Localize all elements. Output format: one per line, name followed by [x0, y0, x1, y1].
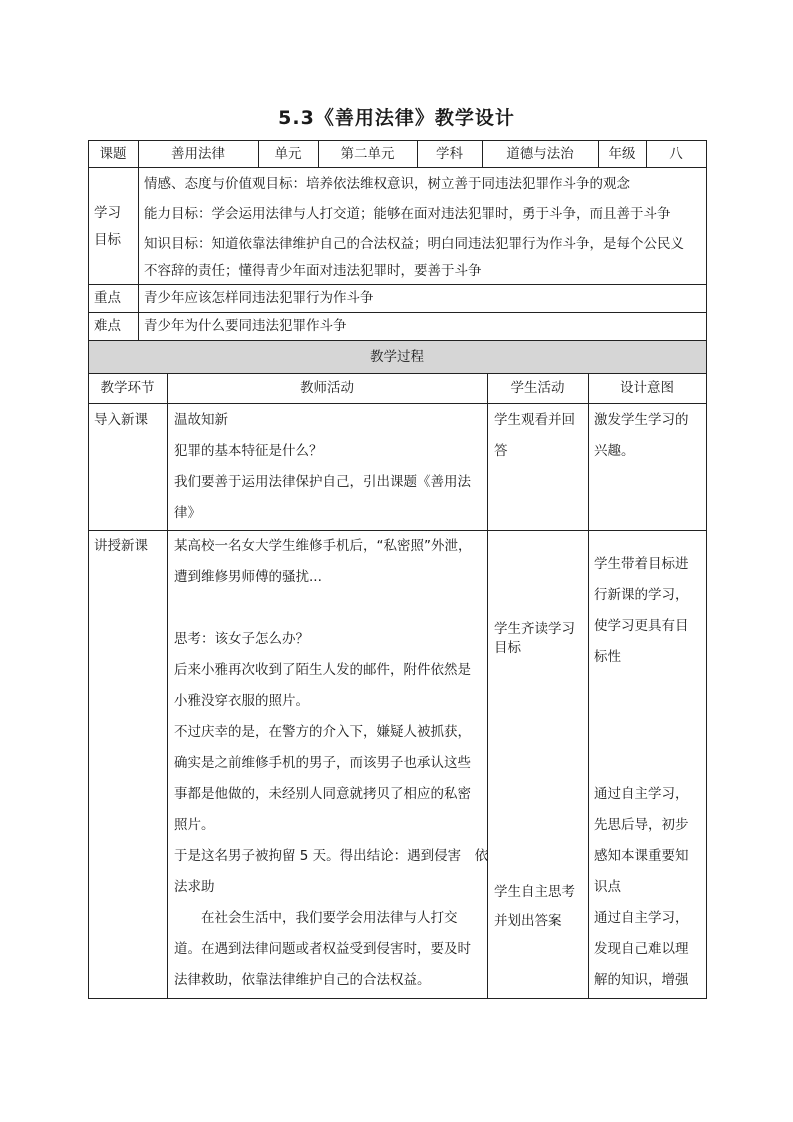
rule-right	[706, 140, 707, 999]
intro-teacher-line: 律》	[174, 505, 201, 521]
rule-proc-v3	[588, 373, 589, 999]
lesson-teacher-line: 道。在遇到法律问题或者权益受到侵害时，要及时	[174, 941, 471, 957]
lesson-intent-line: 发现自己难以理	[594, 941, 689, 957]
topic-label: 课题	[99, 145, 127, 162]
intro-teacher-line: 我们要善于运用法律保护自己，引出课题《善用法	[174, 474, 471, 490]
lesson-teacher-line: 思考：该女子怎么办？	[174, 631, 309, 647]
lesson-student-line: 并划出答案	[494, 913, 562, 929]
lesson-teacher-line: 法求助	[174, 879, 215, 895]
lesson-intent-line: 识点	[594, 879, 621, 895]
lesson-teacher-line: 照片。	[174, 817, 215, 833]
grade-value: 八	[669, 145, 683, 162]
intro-student-line: 学生观看并回	[494, 412, 575, 428]
objectives-line: 情感、态度与价值观目标：培养依法维权意识，树立善于同违法犯罪作斗争的观念	[144, 176, 630, 192]
lesson-teacher-line: 于是这名男子被拘留 5 天。得出结论：遇到侵害 依	[174, 848, 489, 864]
process-header: 教学过程	[370, 348, 424, 365]
intro-intent-line: 激发学生学习的	[594, 412, 689, 428]
document-title: 5.3《善用法律》教学设计	[278, 107, 515, 129]
rule-left	[88, 140, 89, 999]
column-header: 设计意图	[620, 380, 674, 396]
unit-label: 单元	[274, 145, 302, 162]
lesson-intent-line: 行新课的学习，	[594, 587, 689, 603]
lesson-teacher-line: 确实是之前维修手机的男子，而该男子也承认这些	[174, 755, 471, 771]
intro-teacher-line: 温故知新	[174, 412, 228, 428]
rule-after-columns	[88, 403, 707, 404]
objectives-line: 不容辞的责任；懂得青少年面对违法犯罪时，要善于斗争	[144, 263, 482, 279]
lesson-intent-line: 学生带着目标进	[594, 556, 689, 572]
keypoint-label: 重点	[94, 290, 121, 306]
unit-value: 第二单元	[340, 145, 395, 162]
keypoint-value: 青少年应该怎样同违法犯罪行为作斗争	[144, 290, 374, 306]
objectives-label-line1: 学习	[94, 205, 121, 221]
column-header: 学生活动	[510, 380, 565, 396]
lesson-intent-line: 使学习更具有目	[594, 618, 689, 634]
lesson-student-line: 学生自主思考	[494, 884, 575, 900]
intro-student-line: 答	[494, 443, 508, 459]
lesson-teacher-line: 某高校一名女大学生维修手机后，“私密照”外泄，	[174, 538, 472, 554]
subject-label: 学科	[436, 145, 463, 162]
difficulty-value: 青少年为什么要同违法犯罪作斗争	[144, 318, 347, 334]
subject-value: 道德与法治	[506, 145, 574, 162]
difficulty-label: 难点	[94, 318, 121, 334]
intro-intent-line: 兴趣。	[594, 443, 635, 459]
topic-value: 善用法律	[171, 145, 225, 162]
rule-proc-v1	[167, 373, 168, 999]
lesson-teacher-line: 事都是他做的，未经别人同意就拷贝了相应的私密	[174, 786, 471, 802]
lesson-intent-line: 标性	[594, 649, 621, 665]
intro-stage: 导入新课	[94, 412, 148, 428]
rule-proc-v2	[487, 373, 488, 999]
lesson-teacher-line: 后来小雅再次收到了陌生人发的邮件，附件依然是	[174, 662, 471, 678]
intro-teacher-line: 犯罪的基本特征是什么？	[174, 443, 323, 459]
lesson-stage: 讲授新课	[94, 538, 148, 554]
lesson-intent-line: 通过自主学习，	[594, 786, 689, 802]
lesson-student-line: 目标	[494, 640, 521, 656]
lesson-intent-line: 通过自主学习，	[594, 910, 689, 926]
rule-bottom	[88, 998, 707, 999]
lesson-intent-line: 先思后导，初步	[594, 817, 689, 833]
column-header: 教学环节	[100, 380, 155, 396]
rule-after-info	[88, 167, 707, 168]
objectives-line: 能力目标：学会运用法律与人打交道；能够在面对违法犯罪时，勇于斗争，而且善于斗争	[144, 206, 671, 222]
lesson-teacher-line: 不过庆幸的是，在警方的介入下，嫌疑人被抓获，	[174, 724, 471, 740]
lesson-intent-line: 感知本课重要知	[594, 848, 689, 864]
grade-label: 年级	[608, 145, 636, 162]
lesson-student-line: 学生齐读学习	[494, 621, 575, 637]
objectives-line: 知识目标：知道依靠法律维护自己的合法权益；明白同违法犯罪行为作斗争，是每个公民义	[144, 236, 684, 252]
lesson-intent-line: 解的知识，增强	[594, 972, 689, 988]
objectives-label-line2: 目标	[94, 232, 121, 248]
lesson-teacher-line: 遭到维修男师傅的骚扰...	[174, 569, 322, 585]
lesson-teacher-line: 小雅没穿衣服的照片。	[174, 693, 309, 709]
rule-after-intro	[88, 530, 707, 531]
column-header: 教师活动	[300, 380, 354, 396]
lesson-teacher-line: 在社会生活中，我们要学会用法律与人打交	[201, 910, 458, 926]
lesson-teacher-line: 法律救助，依靠法律维护自己的合法权益。	[174, 972, 431, 988]
